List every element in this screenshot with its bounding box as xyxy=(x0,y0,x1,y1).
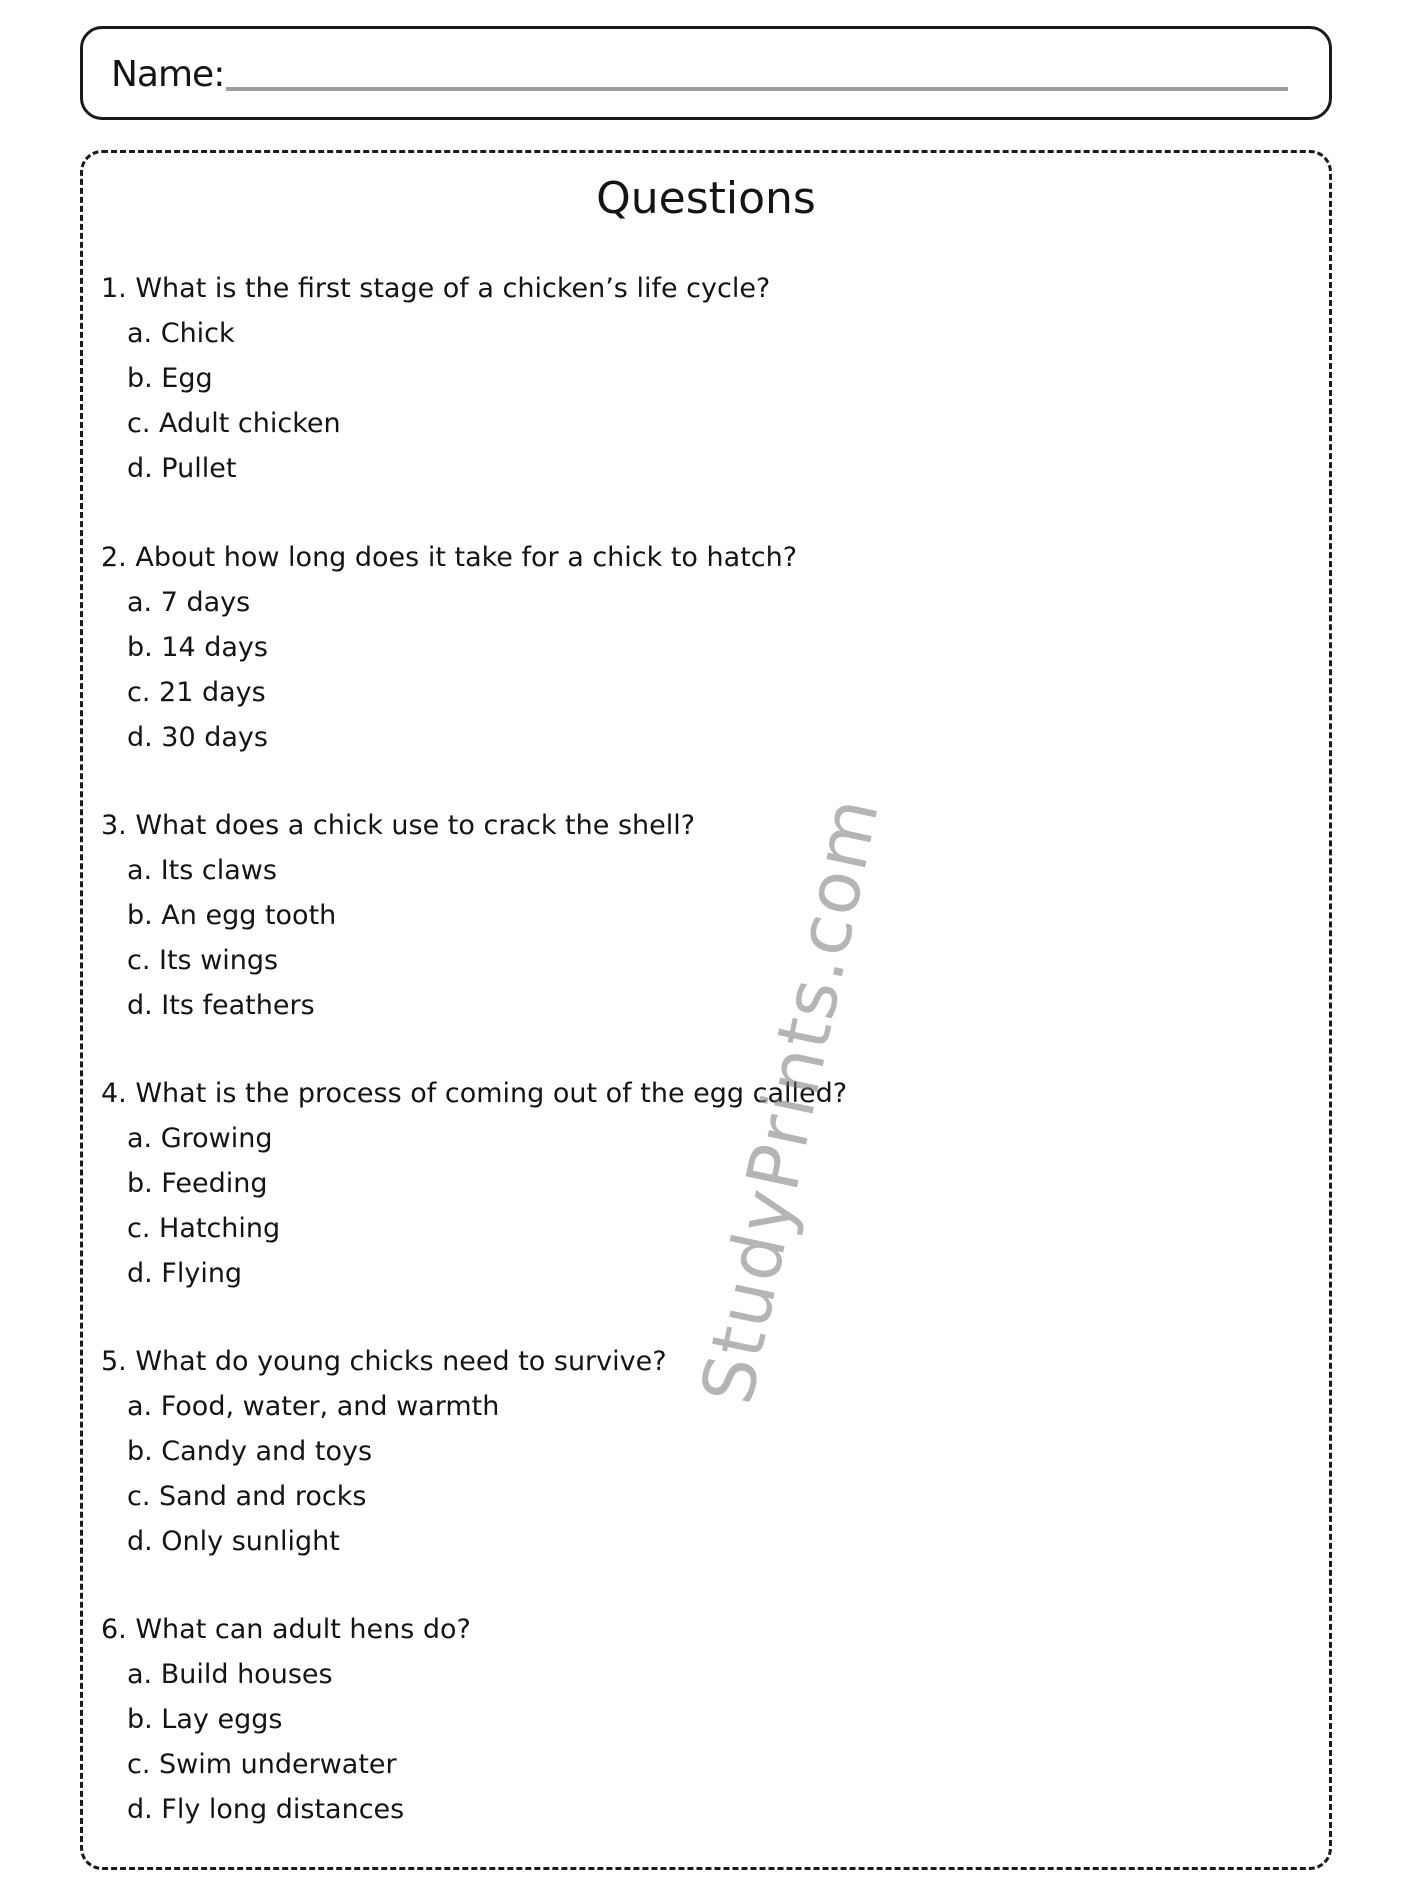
option-c: c. 21 days xyxy=(127,677,266,708)
option-d: d. Only sunlight xyxy=(127,1526,340,1557)
option-d: d. Its feathers xyxy=(127,990,315,1021)
question-6 xyxy=(101,1608,1281,1832)
option-b: b. 14 days xyxy=(127,632,268,663)
name-write-line[interactable] xyxy=(226,87,1288,91)
option-a: a. Chick xyxy=(127,318,235,349)
option-d: d. Pullet xyxy=(127,453,237,484)
question-3 xyxy=(101,804,1281,1028)
option-d: d. Flying xyxy=(127,1258,243,1289)
questions-section xyxy=(80,150,1332,1870)
option-a: a. 7 days xyxy=(127,587,251,618)
question-text: 2. About how long does it take for a chick to hatch? xyxy=(101,542,798,573)
question-text: 1. What is the first stage of a chicken’s life cycle? xyxy=(101,273,771,304)
option-b: b. Candy and toys xyxy=(127,1436,373,1467)
option-c: c. Adult chicken xyxy=(127,408,341,439)
section-title: Questions xyxy=(596,173,816,224)
name-box xyxy=(80,26,1332,120)
option-c: c. Hatching xyxy=(127,1213,281,1244)
option-c: c. Its wings xyxy=(127,945,279,976)
option-a: a. Food, water, and warmth xyxy=(127,1391,500,1422)
option-a: a. Its claws xyxy=(127,855,277,886)
option-a: a. Growing xyxy=(127,1123,273,1154)
question-text: 5. What do young chicks need to survive? xyxy=(101,1346,667,1377)
question-text: 3. What does a chick use to crack the shell? xyxy=(101,810,696,841)
option-c: c. Sand and rocks xyxy=(127,1481,367,1512)
option-d: d. 30 days xyxy=(127,722,268,753)
question-2 xyxy=(101,536,1281,760)
option-b: b. An egg tooth xyxy=(127,900,337,931)
option-a: a. Build houses xyxy=(127,1659,333,1690)
option-b: b. Lay eggs xyxy=(127,1704,283,1735)
option-d: d. Fly long distances xyxy=(127,1794,405,1825)
name-label: Name: xyxy=(111,54,225,95)
option-c: c. Swim underwater xyxy=(127,1749,397,1780)
question-1 xyxy=(101,267,1281,491)
question-text: 6. What can adult hens do? xyxy=(101,1614,471,1645)
watermark-text: StudyPrints.com xyxy=(684,789,896,1411)
question-text: 4. What is the process of coming out of the egg called? xyxy=(101,1078,848,1109)
question-4 xyxy=(101,1072,1281,1296)
option-b: b. Egg xyxy=(127,363,213,394)
option-b: b. Feeding xyxy=(127,1168,268,1199)
